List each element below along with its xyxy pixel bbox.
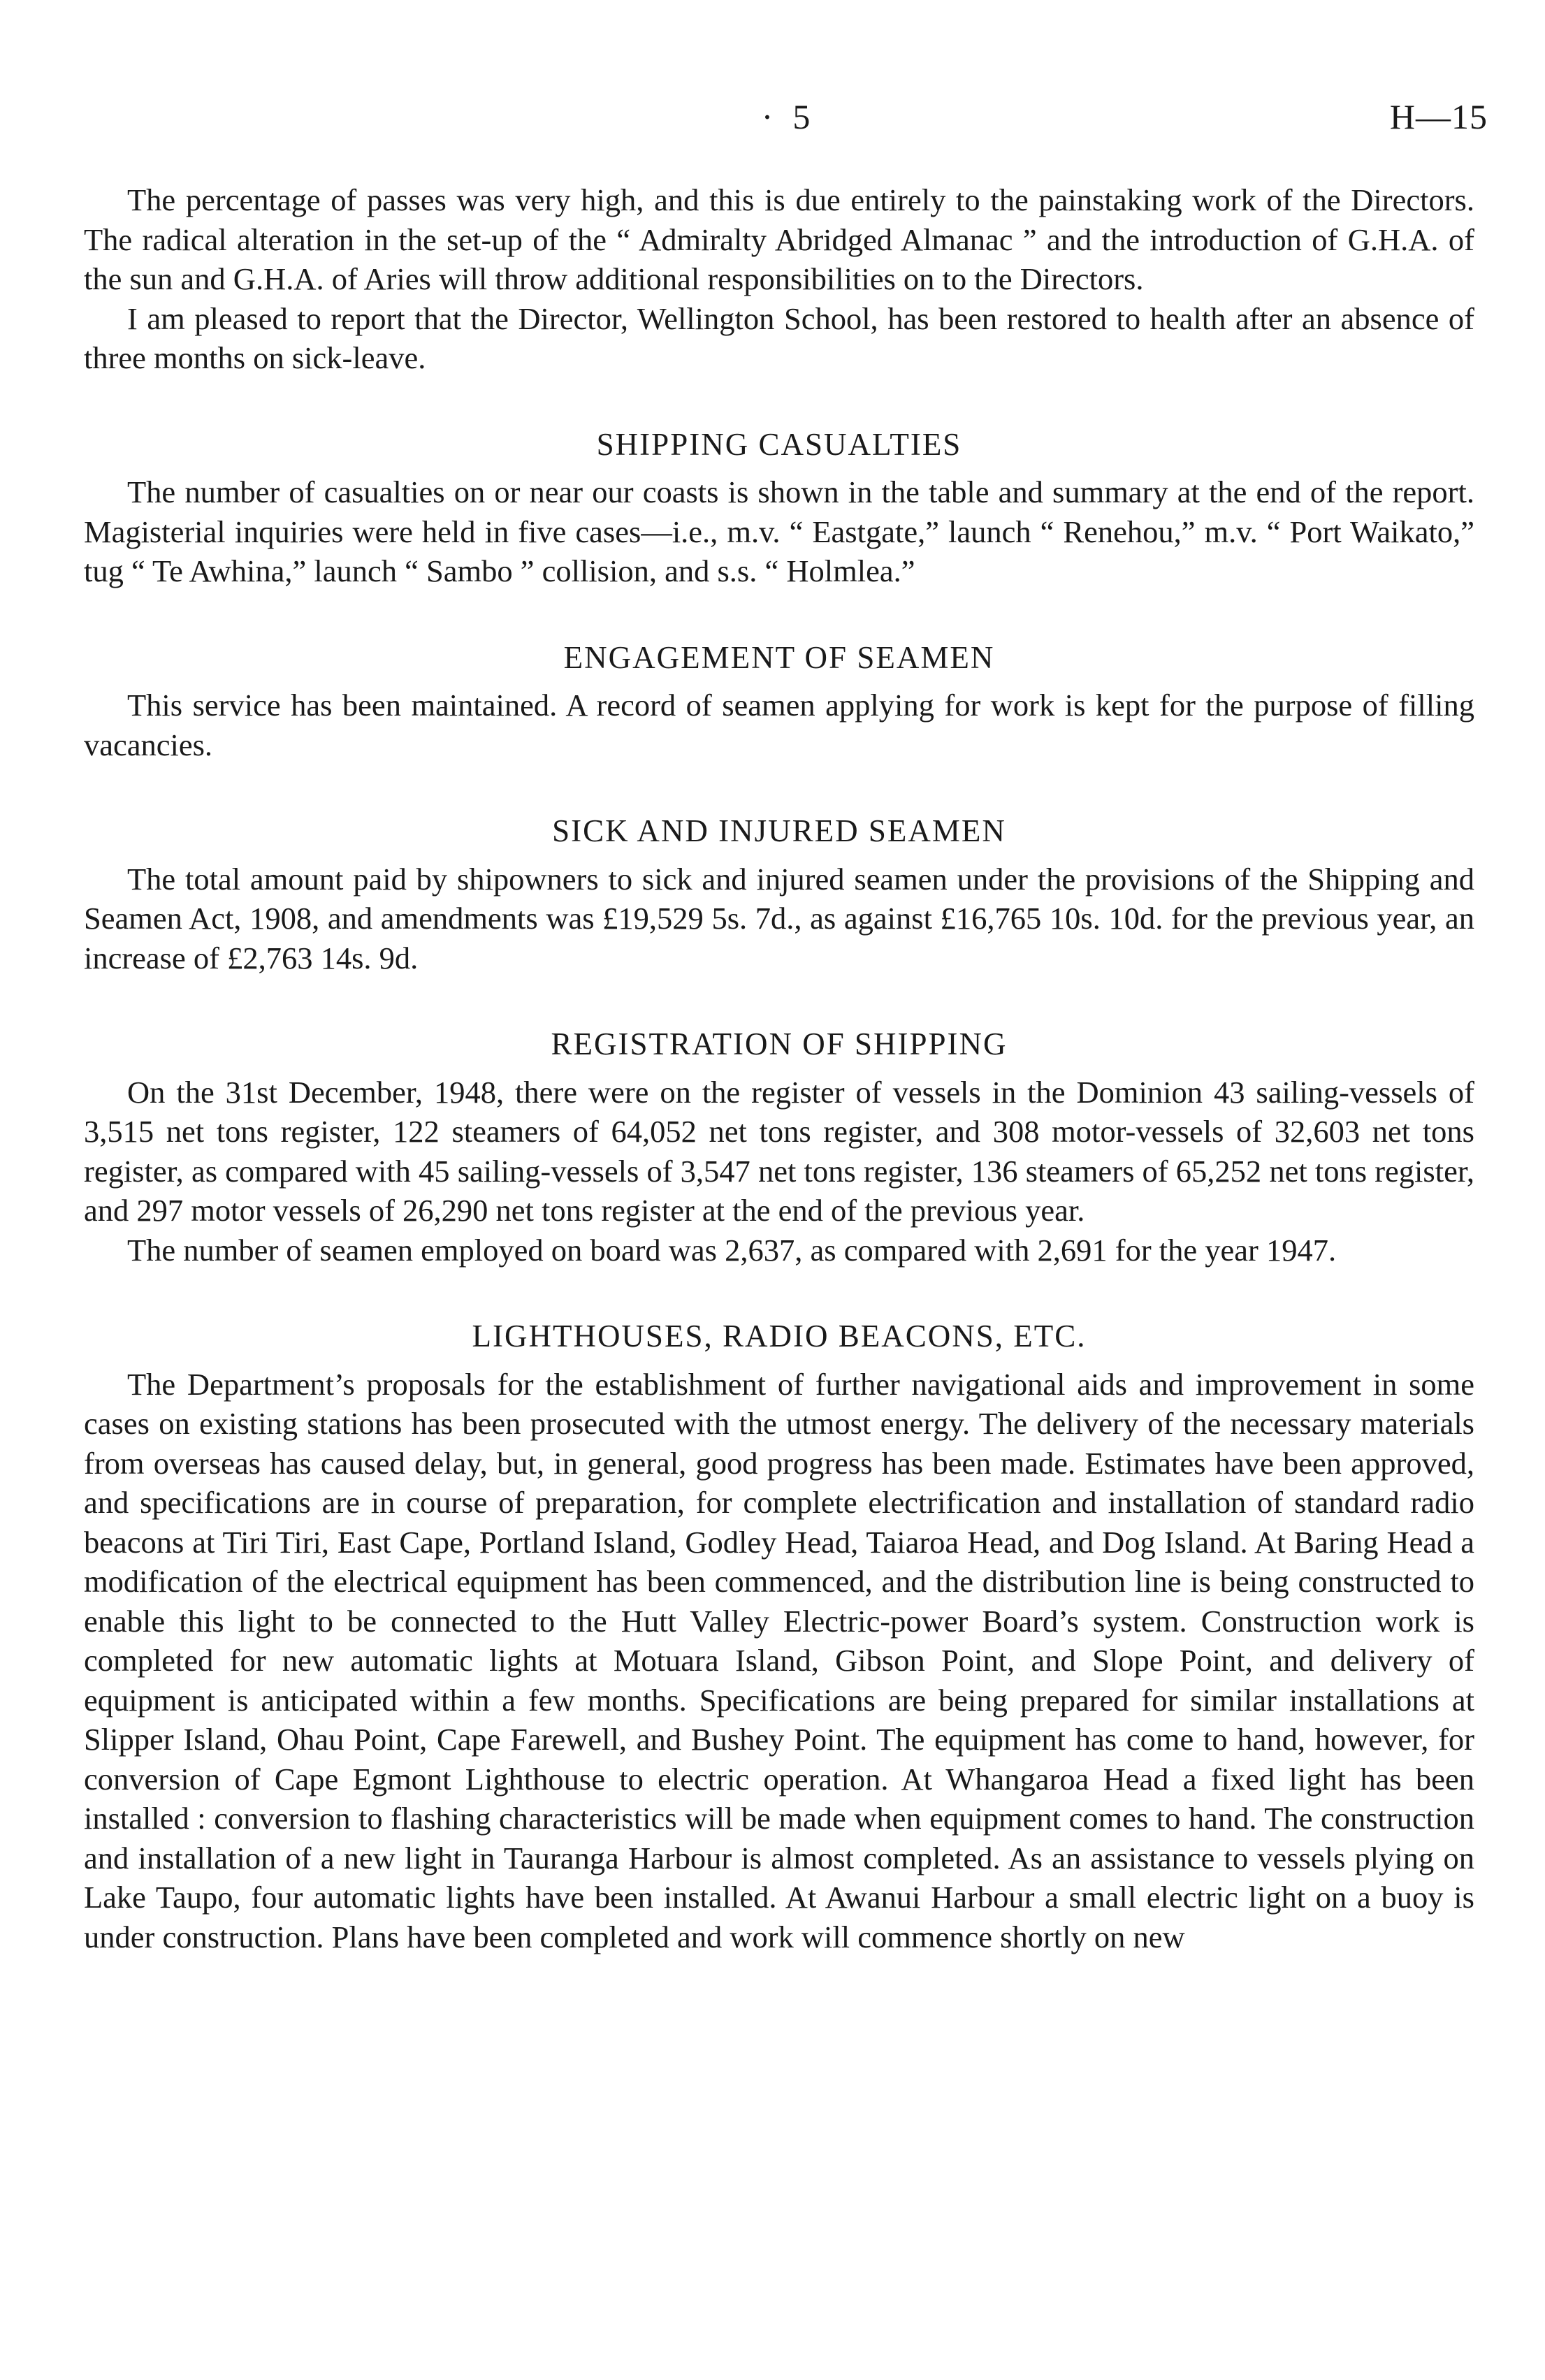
section-shipping-casualties (84, 425, 1474, 591)
page-number: · 5 (761, 97, 811, 136)
paragraph: The percentage of passes was very high, and this is due entirely to the painstaking work of the Directors. The radical alteration in the set-up of the “ Admiralty Abridged Almanac ” and the introduction of G.H.A. of the sun and G.H.A. of Aries will throw additional responsibilities on to the Directors. (84, 182, 1474, 296)
paragraph: I am pleased to report that the Director, Wellington School, has been restored to health after an absence of three months on sick-leave. (84, 300, 1474, 375)
page-number-value: 5 (792, 97, 811, 136)
document-body (84, 180, 1474, 1957)
section-sick-and-injured-seamen (84, 811, 1474, 978)
section-heading: SHIPPING CASUALTIES (596, 426, 962, 462)
section-intro (84, 180, 1474, 378)
section-registration-of-shipping (84, 1024, 1474, 1270)
document-code: H—15 (1389, 97, 1488, 136)
paragraph: On the 31st December, 1948, there were on the register of vessels in the Dominion 43 sailing-vessels of 3,515 net tons register, 122 steamers of 64,052 net tons register, and 308 motor-vessels of 32,603 net tons register, as compared with 45 sailing-vessels of 3,547 net tons register, 136 steamers of 65,252 net tons register, and 297 motor vessels of 26,290 net tons register at the end of the previous year. (84, 1074, 1474, 1228)
section-lighthouses (84, 1316, 1474, 1957)
paragraph: The number of casualties on or near our coasts is shown in the table and summary at the end of the report. Magisterial inquiries were held in five cases—i.e., m.v. “ Eastgate,” launch “ Renehou,” m.v. “ Port Waikato,” tug “ Te Awhina,” launch “ Sambo ” collision, and s.s. “ Holmlea.” (84, 474, 1474, 588)
paragraph: The total amount paid by shipowners to sick and injured seamen under the provisions of the Shipping and Seamen Act, 1908, and amendments was £19,529 5s. 7d., as against £16,765 10s. 10d. for the previous year, an increase of £2,763 14s. 9d. (84, 861, 1474, 975)
page-header (84, 96, 1488, 145)
paragraph: The Department’s proposals for the establishment of further navigational aids and improvement in some cases on existing stations has been prosecuted with the utmost energy. The delivery of the necessary materials from overseas has caused delay, but, in general, good progress has been made. Estimates have been approved, and specifications are in course of preparation, for complete electrification and installation of standard radio beacons at Tiri Tiri, East Cape, Portland Island, Godley Head, Taiaroa Head, and Dog Island. At Baring Head a modification of the electrical equipment has been commenced, and the distribution line is being constructed to enable this light to be connected to the Hutt Valley Electric-power Board’s system. Construction work is completed for new automatic lights at Motuara Island, Gibson Point, and Slope Point, and delivery of equipment is anticipated within a few months. Specifications are being prepared for similar installations at Slipper Island, Ohau Point, Cape Farewell, and Bushey Point. The equipment has come to hand, however, for conversion of Cape Egmont Lighthouse to electric operation. At Whangaroa Head a fixed light has been installed : conversion to flashing characteristics will be made when equipment comes to hand. The construction and installation of a new light in Tauranga Harbour is almost completed. As an assistance to vessels plying on Lake Taupo, four automatic lights have been installed. At Awanui Harbour a small electric light on a buoy is under construction. Plans have been completed and work will commence shortly on new (84, 1366, 1474, 1954)
section-heading: REGISTRATION OF SHIPPING (551, 1026, 1008, 1061)
section-heading: SICK AND INJURED SEAMEN (552, 813, 1006, 848)
section-engagement-of-seamen (84, 638, 1474, 765)
section-heading: LIGHTHOUSES, RADIO BEACONS, ETC. (472, 1319, 1087, 1354)
section-heading: ENGAGEMENT OF SEAMEN (563, 639, 995, 675)
paragraph: This service has been maintained. A record of seamen applying for work is kept for the purpose of filling vacancies. (84, 688, 1474, 762)
paragraph: The number of seamen employed on board was 2,637, as compared with 2,691 for the year 1947. (127, 1232, 1337, 1268)
